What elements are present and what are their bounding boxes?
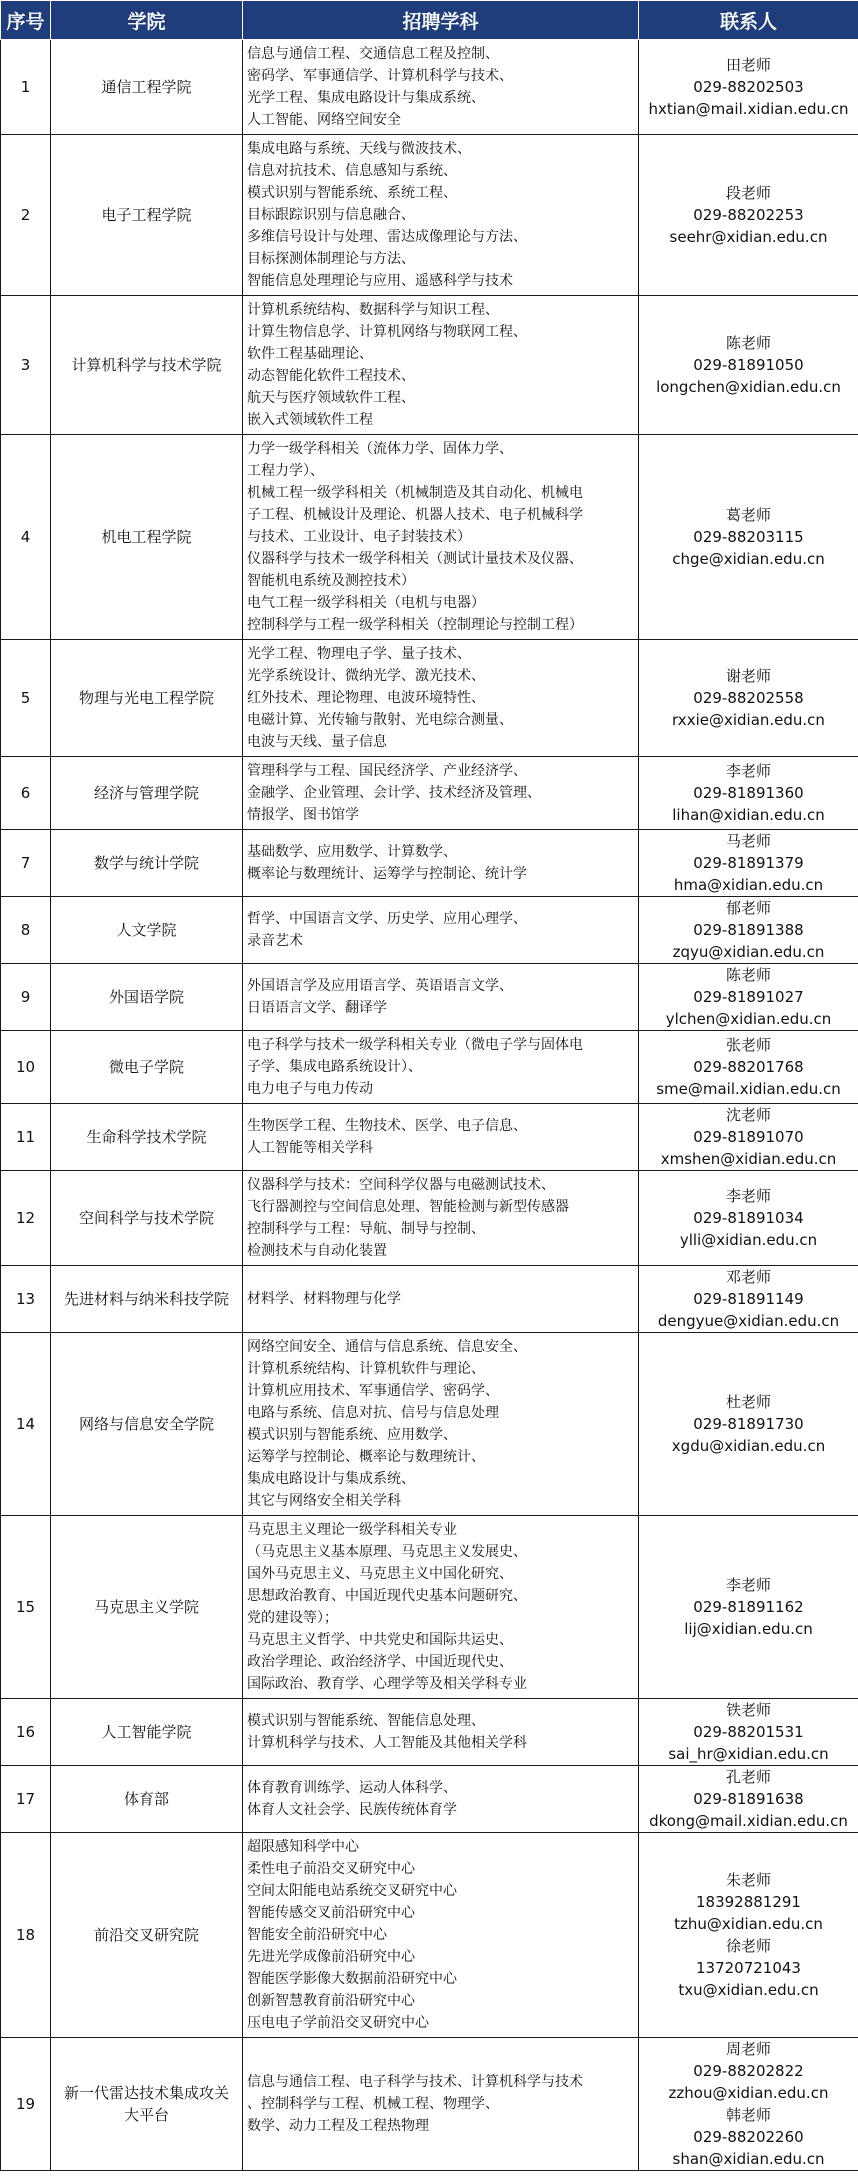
subject-line: 电路与系统、信息对抗、信号与信息处理 [247,1405,499,1421]
row-number: 17 [1,1766,51,1833]
subject-line: 空间太阳能电站系统交叉研究中心 [247,1883,457,1899]
subject-line: 控制科学与工程：导航、制导与控制、 [247,1221,485,1237]
contact-line: 铁老师 [725,1701,771,1719]
contact-line: rxxie@xidian.edu.cn [672,711,825,729]
contact-line: 029-81891162 [693,1598,804,1616]
subject-line: 红外技术、理论物理、电波环境特性、 [247,690,485,706]
subject-line: 运筹学与控制论、概率论与数理统计、 [247,1449,485,1465]
subject-line: 体育教育训练学、运动人体科学、 [247,1780,457,1796]
contact-line: txu@xidian.edu.cn [678,1981,819,1999]
recruitment-subjects [243,435,639,640]
subject-line: 数学、动力工程及工程热物理 [247,2118,429,2134]
row-number: 11 [1,1104,51,1171]
table-row [1,1266,858,1333]
recruitment-subjects [243,1833,639,2038]
recruitment-subjects [243,640,639,757]
college-name [51,1766,243,1833]
contact-line: 029-81891034 [693,1209,804,1227]
college-name [51,1516,243,1699]
subject-line: 航天与医疗领域软件工程、 [247,390,415,406]
recruitment-subjects [243,296,639,435]
contact-line: 13720721043 [696,1959,801,1977]
college-name [51,1833,243,2038]
college-name-line: 人文学院 [116,921,177,939]
recruitment-subjects [243,897,639,964]
college-name-line: 物理与光电工程学院 [78,689,214,707]
table-row [1,757,858,830]
subject-line: 子工程、机械设计及理论、机器人技术、电子机械科学 [247,507,583,523]
college-name [51,2038,243,2171]
subject-line: 集成电路与系统、天线与微波技术、 [247,141,471,157]
contact-info [639,1031,858,1104]
subject-line: 电磁计算、光传输与散射、光电综合测量、 [247,712,513,728]
contact-line: 029-88201531 [693,1723,804,1741]
contact-line: ylchen@xidian.edu.cn [665,1010,832,1028]
table-body [1,40,858,2171]
table-row [1,897,858,964]
contact-info [639,1766,858,1833]
contact-line: 029-88203115 [693,528,804,546]
header-num: 序号 [1,1,51,40]
subject-line: 飞行器测控与空间信息处理、智能检测与新型传感器 [247,1199,569,1215]
subject-line: 检测技术与自动化装置 [247,1243,387,1259]
college-name [51,435,243,640]
contact-line: 029-81891730 [693,1415,804,1433]
subject-line: 控制科学与工程一级学科相关（控制理论与控制工程） [247,617,583,633]
contact-line: 029-81891388 [693,921,804,939]
college-name-line: 数学与统计学院 [93,854,199,872]
college-name [51,1104,243,1171]
college-name [51,40,243,135]
table-row [1,830,858,897]
subject-line: 创新智慧教育前沿研究中心 [247,1993,415,2009]
subject-line: （马克思主义基本原理、马克思主义发展史、 [247,1544,527,1560]
recruitment-subjects [243,2038,639,2171]
contact-line: 徐老师 [725,1937,771,1955]
contact-line: longchen@xidian.edu.cn [656,378,841,396]
subject-line: 先进光学成像前沿研究中心 [247,1949,415,1965]
recruitment-subjects [243,40,639,135]
recruitment-subjects [243,1333,639,1516]
subject-line: 信息与通信工程、电子科学与技术、计算机科学与技术 [247,2074,583,2090]
table-row [1,435,858,640]
table-row [1,1516,858,1699]
contact-line: 葛老师 [725,506,771,524]
table-row [1,2038,858,2171]
subject-line: 仪器科学与技术一级学科相关（测试计量技术及仪器、 [247,551,583,567]
college-name-line: 人工智能学院 [101,1723,192,1741]
subject-line: 超限感知科学中心 [247,1839,359,1855]
subject-line: 光学工程、物理电子学、量子技术、 [247,646,471,662]
college-name [51,964,243,1031]
contact-line: 029-81891027 [693,988,804,1006]
subject-line: 人工智能等相关学科 [247,1140,373,1156]
subject-line: 日语语言文学、翻译学 [247,1000,387,1016]
contact-info [639,1333,858,1516]
subject-line: 政治学理论、政治经济学、中国近现代史、 [247,1654,513,1670]
subject-line: 材料学、材料物理与化学 [247,1291,401,1307]
college-name [51,757,243,830]
contact-line: 马老师 [725,832,771,850]
subject-line: 智能传感交叉前沿研究中心 [247,1905,415,1921]
subject-line: 管理科学与工程、国民经济学、产业经济学、 [247,763,527,779]
contact-line: 韩老师 [725,2106,771,2124]
contact-line: sai_hr@xidian.edu.cn [668,1745,829,1763]
college-name-line: 空间科学与技术学院 [78,1209,214,1227]
contact-line: 029-81891050 [693,356,804,374]
subject-line: 体育人文社会学、民族传统体育学 [247,1802,457,1818]
subject-line: 多维信号设计与处理、雷达成像理论与方法、 [247,229,527,245]
contact-line: seehr@xidian.edu.cn [669,228,828,246]
college-name [51,1171,243,1266]
contact-line: hma@xidian.edu.cn [673,876,824,894]
table-row [1,1766,858,1833]
college-name-line: 前沿交叉研究院 [93,1926,199,1944]
table-row [1,640,858,757]
contact-line: 029-81891149 [693,1290,804,1308]
college-name [51,296,243,435]
contact-info [639,1516,858,1699]
subject-line: 金融学、企业管理、会计学、技术经济及管理、 [247,785,541,801]
college-name [51,1333,243,1516]
subject-line: 动态智能化软件工程技术、 [247,368,415,384]
subject-line: 计算机系统结构、数据科学与知识工程、 [247,302,499,318]
subject-line: 柔性电子前沿交叉研究中心 [247,1861,415,1877]
college-name [51,830,243,897]
subject-line: 马克思主义哲学、中共党史和国际共运史、 [247,1632,513,1648]
subject-line: 与技术、工业设计、电子封装技术） [247,529,471,545]
contact-info [639,296,858,435]
row-number: 5 [1,640,51,757]
subject-line: 党的建设等）； [247,1610,338,1626]
subject-line: 哲学、中国语言文学、历史学、应用心理学、 [247,911,527,927]
subject-line: 生物医学工程、生物技术、医学、电子信息、 [247,1118,527,1134]
subject-line: 嵌入式领域软件工程 [247,412,373,428]
contact-line: xgdu@xidian.edu.cn [671,1437,826,1455]
college-name-line: 计算机科学与技术学院 [71,356,222,374]
contact-line: 029-88202503 [693,78,804,96]
subject-line: 模式识别与智能系统、系统工程、 [247,185,457,201]
college-name-line: 经济与管理学院 [93,784,199,802]
subject-line: 基础数学、应用数学、计算数学、 [247,844,457,860]
contact-info [639,435,858,640]
row-number: 2 [1,135,51,296]
table-row [1,1699,858,1766]
contact-line: chge@xidian.edu.cn [672,550,825,568]
header-college: 学院 [51,1,243,40]
contact-info [639,1833,858,2038]
contact-info [639,640,858,757]
college-name-line: 电子工程学院 [101,206,192,224]
contact-line: shan@xidian.edu.cn [672,2150,825,2168]
college-name [51,135,243,296]
row-number: 15 [1,1516,51,1699]
subject-line: 集成电路设计与集成系统、 [247,1471,415,1487]
contact-info [639,1699,858,1766]
subject-line: 外国语言学及应用语言学、英语语言文学、 [247,978,513,994]
contact-line: xmshen@xidian.edu.cn [660,1150,837,1168]
contact-info [639,830,858,897]
subject-line: 目标探测体制理论与方法、 [247,251,415,267]
college-name-line: 外国语学院 [108,988,184,1006]
subject-line: 人工智能、网络空间安全 [247,112,401,128]
contact-info [639,897,858,964]
subject-line: 计算机系统结构、计算机软件与理论、 [247,1361,485,1377]
subject-line: 计算机应用技术、军事通信学、密码学、 [247,1383,499,1399]
table-row [1,1833,858,2038]
contact-line: 029-88202822 [693,2062,804,2080]
subject-line: 网络空间安全、通信与信息系统、信息安全、 [247,1339,527,1355]
subject-line: 智能安全前沿研究中心 [247,1927,387,1943]
row-number: 19 [1,2038,51,2171]
contact-line: 李老师 [725,1187,771,1205]
contact-line: 029-81891070 [693,1128,804,1146]
subject-line: 计算生物信息学、计算机网络与物联网工程、 [247,324,527,340]
contact-line: ylli@xidian.edu.cn [679,1231,818,1249]
contact-info [639,135,858,296]
contact-line: 029-81891360 [693,784,804,802]
table-row [1,1031,858,1104]
college-name [51,640,243,757]
recruitment-subjects [243,135,639,296]
contact-line: 029-88202260 [693,2128,804,2146]
row-number: 7 [1,830,51,897]
row-number: 18 [1,1833,51,2038]
contact-line: 朱老师 [725,1871,771,1889]
college-name-line: 通信工程学院 [101,78,192,96]
row-number: 13 [1,1266,51,1333]
subject-line: 软件工程基础理论、 [247,346,373,362]
subject-line: 情报学、图书馆学 [247,807,359,823]
subject-line: 电子科学与技术一级学科相关专业（微电子学与固体电 [247,1037,583,1053]
table-row [1,964,858,1031]
contact-line: 郁老师 [725,899,771,917]
subject-line: 、控制科学与工程、机械工程、物理学、 [247,2096,499,2112]
table-row [1,1104,858,1171]
contact-line: zzhou@xidian.edu.cn [668,2084,829,2102]
subject-line: 工程力学）、 [247,463,324,479]
contact-line: 029-88201768 [693,1058,804,1076]
subject-line: 模式识别与智能系统、智能信息处理、 [247,1713,485,1729]
row-number: 16 [1,1699,51,1766]
contact-line: 18392881291 [696,1893,801,1911]
subject-line: 思想政治教育、中国近现代史基本问题研究、 [247,1588,527,1604]
row-number: 4 [1,435,51,640]
contact-line: 029-88202558 [693,689,804,707]
contact-line: zqyu@xidian.edu.cn [672,943,825,961]
contact-info [639,1266,858,1333]
contact-line: 周老师 [725,2040,771,2058]
header-row [1,1,858,40]
college-name-line: 体育部 [123,1790,169,1808]
college-name-line: 网络与信息安全学院 [78,1415,214,1433]
contact-line: 邓老师 [725,1268,771,1286]
contact-info [639,2038,858,2171]
row-number: 10 [1,1031,51,1104]
recruitment-subjects [243,964,639,1031]
subject-line: 智能信息处理理论与应用、遥感科学与技术 [247,273,513,289]
recruitment-subjects [243,1766,639,1833]
contact-info [639,757,858,830]
college-name-line: 先进材料与纳米科技学院 [63,1290,229,1308]
row-number: 6 [1,757,51,830]
contact-line: lij@xidian.edu.cn [684,1620,813,1638]
contact-info [639,964,858,1031]
contact-line: dkong@mail.xidian.edu.cn [649,1812,848,1830]
subject-line: 其它与网络安全相关学科 [247,1493,401,1509]
contact-info [639,1104,858,1171]
table-row [1,40,858,135]
contact-line: dengyue@xidian.edu.cn [657,1312,840,1330]
contact-line: 李老师 [725,762,771,780]
contact-info [639,40,858,135]
subject-line: 目标跟踪识别与信息融合、 [247,207,415,223]
subject-line: 模式识别与智能系统、应用数学、 [247,1427,457,1443]
recruitment-subjects [243,1266,639,1333]
contact-line: 田老师 [725,56,771,74]
contact-line: 029-81891379 [693,854,804,872]
contact-line: 孔老师 [725,1768,771,1786]
subject-line: 压电电子学前沿交叉研究中心 [247,2015,429,2031]
table-row [1,135,858,296]
college-name-line: 微电子学院 [108,1058,184,1076]
contact-line: 029-81891638 [693,1790,804,1808]
subject-line: 计算机科学与技术、人工智能及其他相关学科 [247,1735,527,1751]
contact-line: lihan@xidian.edu.cn [672,806,825,824]
recruitment-subjects [243,1699,639,1766]
subject-line: 密码学、军事通信学、计算机科学与技术、 [247,68,513,84]
table-row [1,1171,858,1266]
subject-line: 光学系统设计、微纳光学、激光技术、 [247,668,485,684]
subject-line: 力学一级学科相关（流体力学、固体力学、 [247,441,513,457]
subject-line: 光学工程、集成电路设计与集成系统、 [247,90,485,106]
contact-line: 沈老师 [725,1106,771,1124]
recruitment-subjects [243,1171,639,1266]
subject-line: 信息与通信工程、交通信息工程及控制、 [247,46,499,62]
subject-line: 电力电子与电力传动 [247,1081,373,1097]
contact-line: 段老师 [725,184,771,202]
contact-line: 张老师 [725,1036,771,1054]
contact-line: sme@mail.xidian.edu.cn [656,1080,841,1098]
subject-line: 电气工程一级学科相关（电机与电器） [247,595,485,611]
table-row [1,1333,858,1516]
row-number: 1 [1,40,51,135]
subject-line: 仪器科学与技术：空间科学仪器与电磁测试技术、 [247,1177,555,1193]
subject-line: 电波与天线、量子信息 [247,734,387,750]
subject-line: 智能机电系统及测控技术） [247,573,415,589]
college-name-line: 新一代雷达技术集成攻关 [63,2084,229,2102]
contact-line: 谢老师 [725,667,771,685]
college-name-line: 大平台 [123,2106,169,2124]
recruitment-subjects [243,1031,639,1104]
contact-line: 杜老师 [725,1393,771,1411]
subject-line: 智能医学影像大数据前沿研究中心 [247,1971,457,1987]
college-name-line: 马克思主义学院 [93,1598,199,1616]
college-name [51,1699,243,1766]
subject-line: 概率论与数理统计、运筹学与控制论、统计学 [247,866,527,882]
recruitment-subjects [243,830,639,897]
subject-line: 信息对抗技术、信息感知与系统、 [247,163,457,179]
contact-line: 029-88202253 [693,206,804,224]
contact-line: 李老师 [725,1576,771,1594]
college-name [51,897,243,964]
contact-line: hxtian@mail.xidian.edu.cn [648,100,849,118]
row-number: 3 [1,296,51,435]
subject-line: 马克思主义理论一级学科相关专业 [247,1522,457,1538]
table-row [1,296,858,435]
row-number: 14 [1,1333,51,1516]
college-name-line: 生命科学技术学院 [86,1128,207,1146]
college-name [51,1266,243,1333]
header-subjects: 招聘学科 [243,1,639,40]
college-name-line: 机电工程学院 [101,528,192,546]
contact-info [639,1171,858,1266]
row-number: 9 [1,964,51,1031]
subject-line: 子学、集成电路系统设计）、 [247,1059,422,1075]
row-number: 8 [1,897,51,964]
subject-line: 国际政治、教育学、心理学等及相关学科专业 [247,1676,527,1692]
contact-line: tzhu@xidian.edu.cn [674,1915,823,1933]
recruitment-subjects [243,1516,639,1699]
subject-line: 国外马克思主义、马克思主义中国化研究、 [247,1566,513,1582]
subject-line: 机械工程一级学科相关（机械制造及其自动化、机械电 [247,485,583,501]
contact-line: 陈老师 [725,334,771,352]
row-number: 12 [1,1171,51,1266]
contact-line: 陈老师 [725,966,771,984]
header-contact: 联系人 [639,1,858,40]
recruitment-subjects [243,1104,639,1171]
subject-line: 录音艺术 [247,933,303,949]
recruitment-subjects [243,757,639,830]
college-name [51,1031,243,1104]
